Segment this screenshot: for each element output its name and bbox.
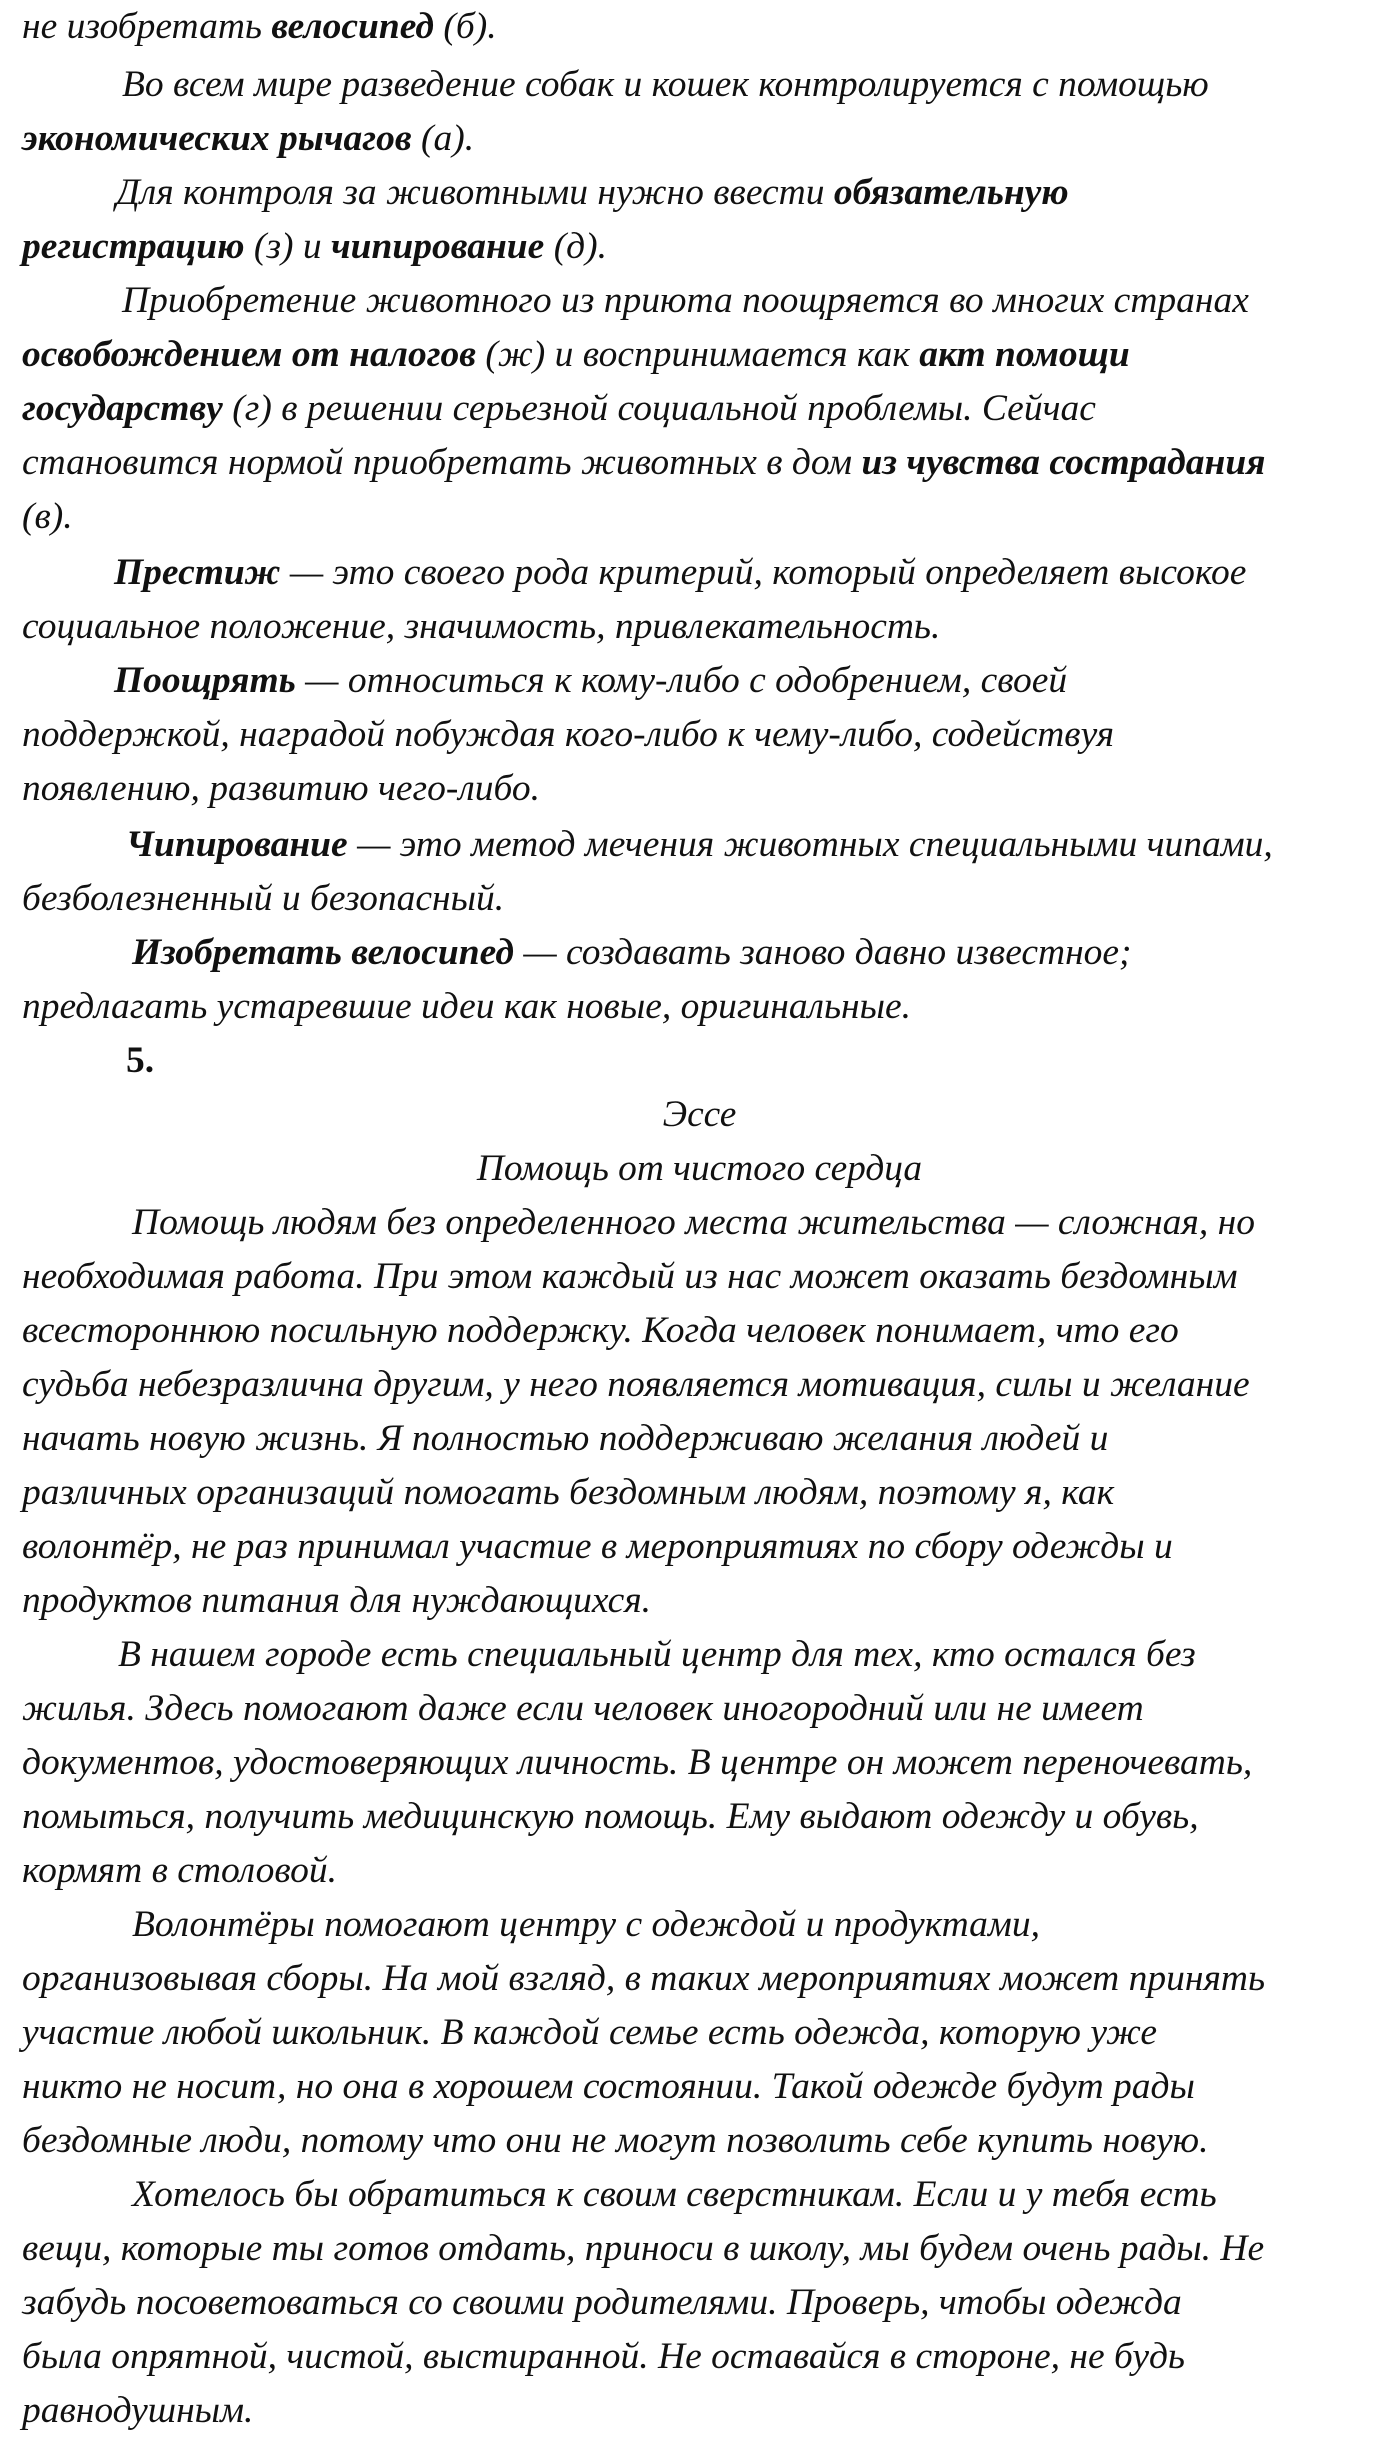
text-span: — относиться к кому-либо с одобрением, своей bbox=[295, 660, 1068, 701]
essay-line: равнодушным. bbox=[22, 2390, 254, 2431]
text-span: — создавать заново давно известное; bbox=[513, 932, 1132, 973]
bold-term: чипирование bbox=[330, 226, 545, 267]
text-line: (в). bbox=[22, 496, 73, 537]
text-line: появлению, развитию чего-либо. bbox=[22, 768, 540, 809]
text-span: (г) в решении серьезной социальной проблемы. Сейчас bbox=[222, 388, 1096, 429]
text-line bbox=[22, 112, 474, 166]
essay-line: Помощь людям без определенного места жительства — сложная, но bbox=[132, 1202, 1255, 1243]
essay-title: Помощь от чистого сердца bbox=[476, 1148, 923, 1189]
text-line: поддержкой, наградой побуждая кого-либо к чему-либо, содействуя bbox=[22, 714, 1115, 755]
essay-line: судьба небезразлична другим, у него появляется мотивация, силы и желание bbox=[22, 1364, 1250, 1405]
text-line: социальное положение, значимость, привлекательность. bbox=[22, 606, 941, 647]
essay-line: никто не носит, но она в хорошем состоянии. Такой одежде будут рады bbox=[22, 2066, 1195, 2107]
text-line bbox=[22, 382, 1096, 436]
text-line: предлагать устаревшие идеи как новые, оригинальные. bbox=[22, 986, 912, 1027]
essay-line: необходимая работа. При этом каждый из нас может оказать бездомным bbox=[22, 1256, 1238, 1297]
bold-term: велосипед bbox=[271, 6, 435, 47]
essay-line: участие любой школьник. В каждой семье есть одежда, которую уже bbox=[22, 2012, 1158, 2053]
essay-line: начать новую жизнь. Я полностью поддерживаю желания людей и bbox=[22, 1418, 1109, 1459]
text-span: — это своего рода критерий, который определяет высокое bbox=[280, 552, 1247, 593]
task-number: 5. bbox=[126, 1040, 155, 1081]
text-span: становится нормой приобретать животных в дом bbox=[22, 442, 862, 483]
essay-line: Волонтёры помогают центру с одеждой и продуктами, bbox=[132, 1904, 1040, 1945]
definition-chip bbox=[126, 818, 1273, 872]
essay-line: организовывая сборы. На мой взгляд, в таких мероприятиях может принять bbox=[22, 1958, 1266, 1999]
essay-line: продуктов питания для нуждающихся. bbox=[22, 1580, 652, 1621]
text-line: безболезненный и безопасный. bbox=[22, 878, 505, 919]
essay-line: кормят в столовой. bbox=[22, 1850, 337, 1891]
essay-line: В нашем городе есть специальный центр для тех, кто остался без bbox=[118, 1634, 1196, 1675]
definition-encourage bbox=[114, 654, 1067, 708]
text-span: (з) и bbox=[244, 226, 331, 267]
essay-line: различных организаций помогать бездомным людям, поэтому я, как bbox=[22, 1472, 1115, 1513]
bold-term: регистрацию bbox=[22, 226, 245, 267]
essay-line: документов, удостоверяющих личность. В центре он может переночевать, bbox=[22, 1742, 1253, 1783]
essay-line: помыться, получить медицинскую помощь. Ему выдают одежду и обувь, bbox=[22, 1796, 1199, 1837]
essay-line: была опрятной, чистой, выстиранной. Не оставайся в стороне, не будь bbox=[22, 2336, 1185, 2377]
definition-term: Изобретать велосипед bbox=[132, 932, 514, 973]
text-line bbox=[22, 0, 497, 54]
bold-term: освобождением от налогов bbox=[22, 334, 477, 375]
definition-term: Поощрять bbox=[114, 660, 296, 701]
text-span: (д). bbox=[544, 226, 608, 267]
bold-term: экономических рычагов bbox=[22, 118, 412, 159]
text-line bbox=[22, 328, 1130, 382]
text-span: (ж) и воспринимается как bbox=[476, 334, 920, 375]
essay-line: жилья. Здесь помогают даже если человек иногородний или не имеет bbox=[22, 1688, 1144, 1729]
text-span: (а). bbox=[411, 118, 475, 159]
text-span: (б). bbox=[434, 6, 497, 47]
definition-term: Престиж bbox=[114, 552, 281, 593]
text-span: Для контроля за животными нужно ввести bbox=[116, 172, 834, 213]
text-span: — это метод мечения животных специальными чипами, bbox=[347, 824, 1273, 865]
bold-term: обязательную bbox=[833, 172, 1069, 213]
essay-line: волонтёр, не раз принимал участие в мероприятиях по сбору одежды и bbox=[22, 1526, 1173, 1567]
text-line: Во всем мире разведение собак и кошек контролируется с помощью bbox=[122, 64, 1209, 105]
essay-label: Эссе bbox=[662, 1094, 737, 1135]
definition-bicycle bbox=[132, 926, 1132, 980]
bold-term: из чувства сострадания bbox=[861, 442, 1266, 483]
essay-line: вещи, которые ты готов отдать, приноси в школу, мы будем очень рады. Не bbox=[22, 2228, 1265, 2269]
essay-line: бездомные люди, потому что они не могут позволить себе купить новую. bbox=[22, 2120, 1209, 2161]
essay-line: всестороннюю посильную поддержку. Когда человек понимает, что его bbox=[22, 1310, 1179, 1351]
text-line: Приобретение животного из приюта поощряется во многих странах bbox=[122, 280, 1249, 321]
definition-prestige bbox=[114, 546, 1246, 600]
bold-term: акт помощи bbox=[919, 334, 1130, 375]
definition-term: Чипирование bbox=[126, 824, 348, 865]
essay-line: Хотелось бы обратиться к своим сверстникам. Если и у тебя есть bbox=[132, 2174, 1217, 2215]
text-span: не изобретать bbox=[22, 6, 272, 47]
essay-line: забудь посоветоваться со своими родителями. Проверь, чтобы одежда bbox=[22, 2282, 1182, 2323]
text-line bbox=[22, 436, 1266, 490]
text-line bbox=[22, 220, 607, 274]
text-line bbox=[116, 166, 1069, 220]
bold-term: государству bbox=[22, 388, 223, 429]
